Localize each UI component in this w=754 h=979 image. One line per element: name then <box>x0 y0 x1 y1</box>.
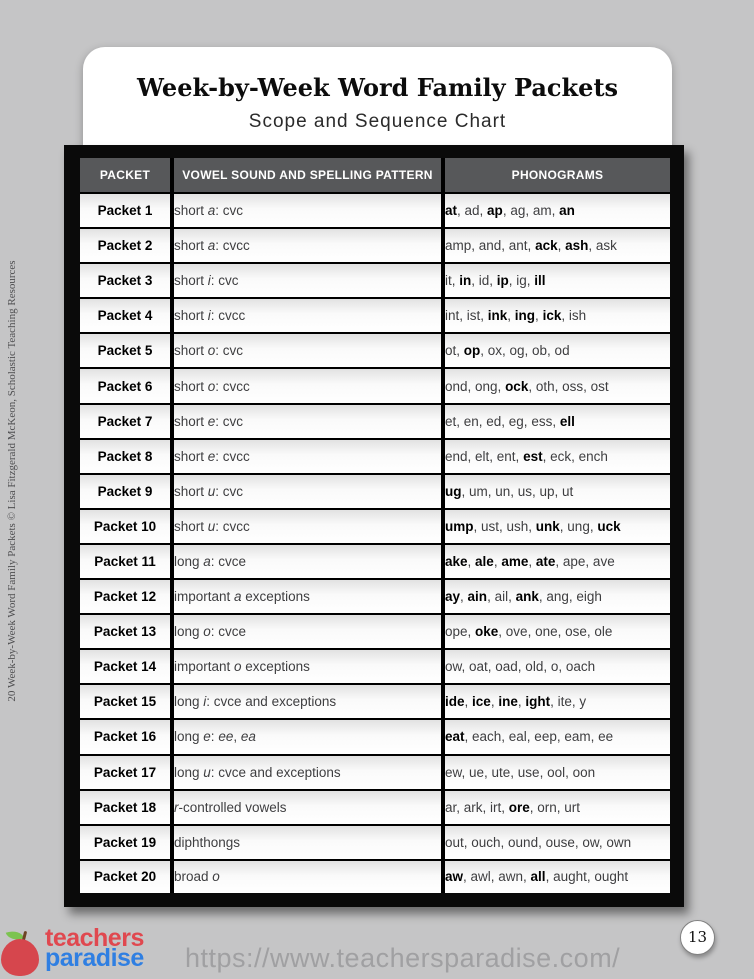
pattern-cell: short e: cvc <box>172 404 443 439</box>
pattern-cell: long i: cvce and exceptions <box>172 684 443 719</box>
pattern-cell: short i: cvc <box>172 263 443 298</box>
table-row <box>80 404 670 439</box>
phonograms-cell: end, elt, ent, est, eck, ench <box>443 439 670 474</box>
scope-sequence-chart <box>80 158 670 893</box>
table-row <box>80 755 670 790</box>
table-row <box>80 579 670 614</box>
table-frame <box>64 145 684 907</box>
phonograms-cell: ot, op, ox, og, ob, od <box>443 333 670 368</box>
packet-cell: Packet 14 <box>80 649 172 684</box>
pattern-cell: long o: cvce <box>172 614 443 649</box>
pattern-cell: broad o <box>172 860 443 893</box>
apple-body <box>1 939 39 976</box>
pattern-cell: short a: cvc <box>172 193 443 228</box>
packet-cell: Packet 3 <box>80 263 172 298</box>
packet-cell: Packet 1 <box>80 193 172 228</box>
phonograms-cell: aw, awl, awn, all, aught, ought <box>443 860 670 893</box>
logo-teachers-text: teachers <box>45 924 144 952</box>
pattern-cell: long u: cvce and exceptions <box>172 755 443 790</box>
pattern-cell: long a: cvce <box>172 544 443 579</box>
pattern-cell: short u: cvc <box>172 474 443 509</box>
apple-icon <box>1 930 41 976</box>
phonograms-cell: ond, ong, ock, oth, oss, ost <box>443 368 670 403</box>
packet-cell: Packet 4 <box>80 298 172 333</box>
table-row <box>80 263 670 298</box>
table-row <box>80 193 670 228</box>
table-row <box>80 614 670 649</box>
phonograms-cell: ug, um, un, us, up, ut <box>443 474 670 509</box>
packet-cell: Packet 12 <box>80 579 172 614</box>
pattern-cell: short u: cvcc <box>172 509 443 544</box>
table-row <box>80 439 670 474</box>
table-row <box>80 649 670 684</box>
table-row <box>80 333 670 368</box>
pattern-cell: short o: cvcc <box>172 368 443 403</box>
packet-cell: Packet 10 <box>80 509 172 544</box>
table-row <box>80 474 670 509</box>
table-header-row <box>80 158 670 193</box>
packet-cell: Packet 9 <box>80 474 172 509</box>
packet-cell: Packet 2 <box>80 228 172 263</box>
phonograms-cell: ake, ale, ame, ate, ape, ave <box>443 544 670 579</box>
phonograms-cell: ope, oke, ove, one, ose, ole <box>443 614 670 649</box>
packet-cell: Packet 13 <box>80 614 172 649</box>
table-row <box>80 509 670 544</box>
packet-cell: Packet 11 <box>80 544 172 579</box>
pattern-cell: important a exceptions <box>172 579 443 614</box>
pattern-cell: r-controlled vowels <box>172 790 443 825</box>
pattern-cell: diphthongs <box>172 825 443 860</box>
packet-cell: Packet 5 <box>80 333 172 368</box>
packet-cell: Packet 19 <box>80 825 172 860</box>
packet-cell: Packet 16 <box>80 719 172 754</box>
col-header-pattern: VOWEL SOUND AND SPELLING PATTERN <box>172 158 443 193</box>
phonograms-cell: int, ist, ink, ing, ick, ish <box>443 298 670 333</box>
page-title: Week-by-Week Word Family Packets <box>136 73 619 102</box>
table-row <box>80 719 670 754</box>
packet-cell: Packet 7 <box>80 404 172 439</box>
phonograms-cell: ew, ue, ute, use, ool, oon <box>443 755 670 790</box>
table-row <box>80 790 670 825</box>
phonograms-cell: ow, oat, oad, old, o, oach <box>443 649 670 684</box>
site-url: https://www.teachersparadise.com/ <box>185 943 621 973</box>
table-row <box>80 544 670 579</box>
page-subtitle: Scope and Sequence Chart <box>248 111 507 132</box>
pattern-cell: short o: cvc <box>172 333 443 368</box>
col-header-packet: PACKET <box>80 158 172 193</box>
table-row <box>80 368 670 403</box>
packet-cell: Packet 17 <box>80 755 172 790</box>
table-row <box>80 860 670 893</box>
scope-sequence-table <box>80 158 670 893</box>
table-row <box>80 298 670 333</box>
phonograms-cell: it, in, id, ip, ig, ill <box>443 263 670 298</box>
phonograms-cell: ay, ain, ail, ank, ang, eigh <box>443 579 670 614</box>
phonograms-cell: et, en, ed, eg, ess, ell <box>443 404 670 439</box>
phonograms-cell: ump, ust, ush, unk, ung, uck <box>443 509 670 544</box>
phonograms-cell: ide, ice, ine, ight, ite, y <box>443 684 670 719</box>
packet-cell: Packet 18 <box>80 790 172 825</box>
table-row <box>80 825 670 860</box>
packet-cell: Packet 20 <box>80 860 172 893</box>
table-row <box>80 228 670 263</box>
pattern-cell: short a: cvcc <box>172 228 443 263</box>
phonograms-cell: out, ouch, ound, ouse, ow, own <box>443 825 670 860</box>
phonograms-cell: ar, ark, irt, ore, orn, urt <box>443 790 670 825</box>
phonograms-cell: eat, each, eal, eep, eam, ee <box>443 719 670 754</box>
table-body <box>80 193 670 893</box>
packet-cell: Packet 8 <box>80 439 172 474</box>
pattern-cell: long e: ee, ea <box>172 719 443 754</box>
pattern-cell: important o exceptions <box>172 649 443 684</box>
phonograms-cell: amp, and, ant, ack, ash, ask <box>443 228 670 263</box>
logo-paradise-text: paradise <box>45 944 144 972</box>
col-header-phonograms: PHONOGRAMS <box>443 158 670 193</box>
packet-cell: Packet 15 <box>80 684 172 719</box>
page-number-badge: 13 <box>680 920 715 955</box>
copyright-sidebar: 20 Week-by-Week Word Family Packets © Lisa Fitzgerald McKeon, Scholastic Teaching Resources <box>6 260 18 702</box>
pattern-cell: short i: cvcc <box>172 298 443 333</box>
pattern-cell: short e: cvcc <box>172 439 443 474</box>
table-row <box>80 684 670 719</box>
packet-cell: Packet 6 <box>80 368 172 403</box>
teachersparadise-logo <box>45 924 144 972</box>
phonograms-cell: at, ad, ap, ag, am, an <box>443 193 670 228</box>
